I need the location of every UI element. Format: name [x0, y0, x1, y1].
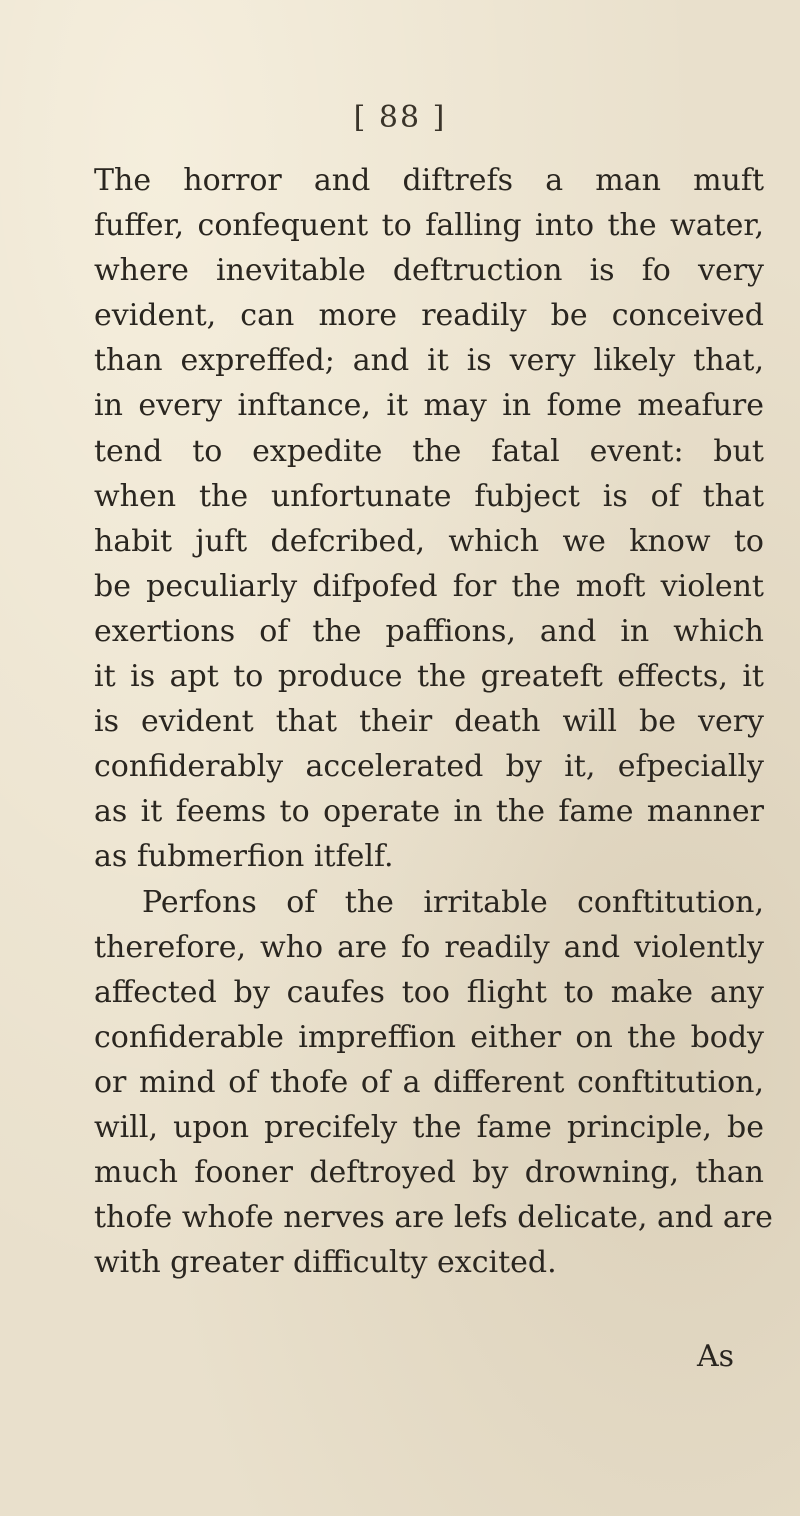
- text-line: as fubmerfion itfelf.: [94, 839, 394, 875]
- text-line: tend to expedite the fatal event: but: [94, 433, 764, 469]
- text-line: it is apt to produce the greateft effects, it: [94, 659, 764, 695]
- text-line: The horror and diftrefs a man muft: [94, 163, 764, 198]
- catchword: As: [697, 1339, 735, 1374]
- text-line: confiderable impreffion either on the body: [94, 1019, 764, 1055]
- text-line: be peculiarly difpofed for the moft violent: [94, 568, 764, 604]
- text-line: fuffer, confequent to falling into the water,: [94, 208, 764, 244]
- page-number: [ 88 ]: [353, 100, 447, 135]
- text-line: affected by caufes too flight to make any: [94, 974, 764, 1010]
- text-line: is evident that their death will be very: [94, 704, 764, 740]
- text-line: therefore, who are fo readily and violently: [94, 929, 764, 965]
- text-line: confiderably accelerated by it, efpecially: [94, 749, 764, 785]
- text-line: as it feems to operate in the fame manner: [94, 794, 764, 830]
- text-line: thofe whofe nerves are lefs delicate, and are: [94, 1200, 773, 1236]
- text-line: much fooner deftroyed by drowning, than: [94, 1155, 764, 1191]
- text-line: habit juft defcribed, which we know to: [94, 523, 764, 559]
- text-line: evident, can more readily be conceived: [94, 298, 764, 334]
- text-line: with greater difficulty excited.: [94, 1245, 557, 1281]
- text-line: in every inftance, it may in fome meafure: [94, 388, 764, 424]
- text-line: exertions of the paffions, and in which: [94, 613, 764, 649]
- body-text: [94, 158, 773, 1285]
- text-line: will, upon precifely the fame principle, be: [94, 1109, 764, 1145]
- text-line: or mind of thofe of a different conftitution,: [94, 1064, 764, 1100]
- text-line: Perfons of the irritable conftitution,: [142, 884, 764, 920]
- text-line: than expreffed; and it is very likely that,: [94, 343, 764, 379]
- text-line: when the unfortunate fubject is of that: [94, 478, 764, 514]
- text-line: where inevitable deftruction is fo very: [94, 253, 764, 289]
